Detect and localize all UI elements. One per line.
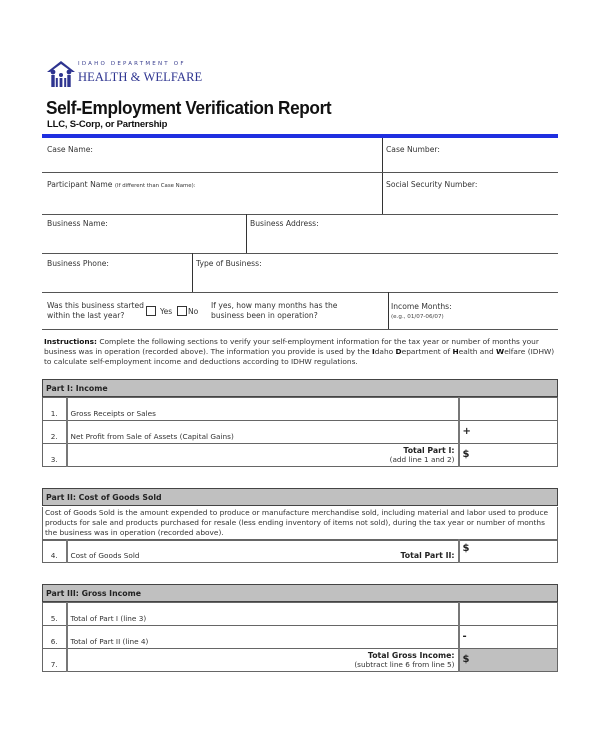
divider: [42, 292, 558, 293]
divider: [42, 329, 558, 330]
total-note: (add line 1 and 2): [389, 455, 455, 464]
total-label-cell: [67, 649, 459, 672]
ssn-field[interactable]: Social Security Number:: [386, 180, 478, 189]
line-number: 3.: [43, 444, 67, 467]
type-of-business-field[interactable]: Type of Business:: [196, 259, 262, 268]
gross-receipts-input[interactable]: [459, 398, 558, 421]
line-number: 2.: [43, 421, 67, 444]
income-months-label: Income Months:: [391, 302, 452, 311]
idhw-initial: H: [452, 347, 459, 357]
table-row: [43, 444, 558, 467]
idhw-word: daho: [374, 347, 396, 357]
idhw-word: epartment of: [401, 347, 453, 357]
part2-total-input[interactable]: -: [459, 626, 558, 649]
divider: [42, 253, 558, 254]
idhw-initial: W: [496, 347, 505, 357]
line-label: Gross Receipts or Sales: [67, 398, 459, 421]
line-label: Cost of Goods Sold: [70, 551, 140, 560]
logo-department-text: IDAHO DEPARTMENT OF: [78, 61, 186, 67]
table-row: [43, 649, 558, 672]
months-question-line1: If yes, how many months has the: [211, 301, 338, 310]
family-house-icon: [45, 59, 77, 89]
part2-table: [42, 539, 558, 563]
yes-checkbox[interactable]: [146, 306, 156, 316]
part1-table: [42, 397, 558, 467]
idhw-word: elfare (IDHW): [504, 347, 555, 357]
line-label: Total of Part II (line 4): [67, 626, 459, 649]
line-label-cell: [67, 540, 459, 563]
instructions-body-1: Complete the following sections to verify your self-employment information for the tax year or number of months your business was in operation (recorded above). The information you provide is used by the: [44, 337, 539, 357]
started-question-line2: within the last year?: [47, 311, 125, 320]
divider: [192, 253, 193, 292]
instructions-body-2: to calculate self-employment income and deductions according to IDHW regulations.: [44, 357, 358, 367]
divider: [42, 172, 558, 173]
line-number: 6.: [43, 626, 67, 649]
total-part1-input[interactable]: $: [459, 444, 558, 467]
page-title: Self-Employment Verification Report: [46, 97, 332, 118]
divider: [382, 138, 383, 214]
capital-gains-input[interactable]: +: [459, 421, 558, 444]
table-row: [43, 398, 558, 421]
part1-header: Part I: Income: [42, 379, 558, 397]
line-number: 1.: [43, 398, 67, 421]
no-label: No: [188, 307, 199, 316]
business-name-field[interactable]: Business Name:: [47, 219, 108, 228]
participant-name-field[interactable]: [47, 180, 196, 189]
case-name-field[interactable]: Case Name:: [47, 145, 93, 154]
idhw-initial: I: [371, 347, 375, 357]
idhw-logo: [45, 59, 205, 91]
divider: [246, 214, 247, 253]
line-number: 5.: [43, 603, 67, 626]
part3-table: [42, 602, 558, 672]
business-address-field[interactable]: Business Address:: [250, 219, 319, 228]
participant-name-label: Participant Name: [47, 180, 113, 189]
page-subtitle: LLC, S-Corp, or Partnership: [47, 119, 168, 130]
part3-header: Part III: Gross Income: [42, 584, 558, 602]
line-label: Total of Part I (line 3): [67, 603, 459, 626]
business-phone-field[interactable]: Business Phone:: [47, 259, 109, 268]
yes-label: Yes: [160, 307, 173, 316]
table-row: [43, 421, 558, 444]
title-divider: [42, 134, 558, 138]
total-label-cell: [67, 444, 459, 467]
divider: [42, 214, 558, 215]
line-label: Net Profit from Sale of Assets (Capital Gains): [67, 421, 459, 444]
line-number: 4.: [43, 540, 67, 563]
income-months-field[interactable]: [391, 302, 452, 322]
started-question-line1: Was this business started: [47, 301, 145, 310]
months-question-line2: business been in operation?: [211, 311, 318, 320]
line-number: 7.: [43, 649, 67, 672]
idhw-initial: D: [395, 347, 402, 357]
divider: [388, 292, 389, 329]
total-label: Total Part I:: [403, 446, 455, 455]
instructions-label: Instructions:: [44, 337, 97, 346]
income-months-example: (e.g., 01/07-06/07): [391, 314, 444, 320]
total-gross-income-input[interactable]: $: [459, 649, 558, 672]
part1-total-input[interactable]: [459, 603, 558, 626]
case-number-field[interactable]: Case Number:: [386, 145, 440, 154]
total-label: Total Gross Income:: [367, 651, 455, 660]
instructions-text: [44, 337, 560, 368]
months-question: [211, 301, 337, 321]
total-part2-input[interactable]: $: [459, 540, 558, 563]
started-question: [47, 301, 144, 321]
table-row: [43, 603, 558, 626]
participant-name-note: (If different than Case Name):: [114, 183, 196, 189]
total-note: (subtract line 6 from line 5): [354, 660, 455, 669]
logo-agency-text: HEALTH & WELFARE: [78, 70, 203, 84]
part2-header: Part II: Cost of Goods Sold: [42, 488, 558, 506]
table-row: [43, 626, 558, 649]
total-label: Total Part II:: [400, 551, 455, 560]
table-row: [43, 540, 558, 563]
no-checkbox[interactable]: [177, 306, 187, 316]
idhw-word: ealth and: [458, 347, 497, 357]
cogs-description: Cost of Goods Sold is the amount expended to produce or manufacture merchandise sold, including material and labor used to produce products for sale and products purchased for resale (less ending inventory of items not sold), during the tax year or number of months the business was in operation (recorded above).: [42, 507, 558, 541]
